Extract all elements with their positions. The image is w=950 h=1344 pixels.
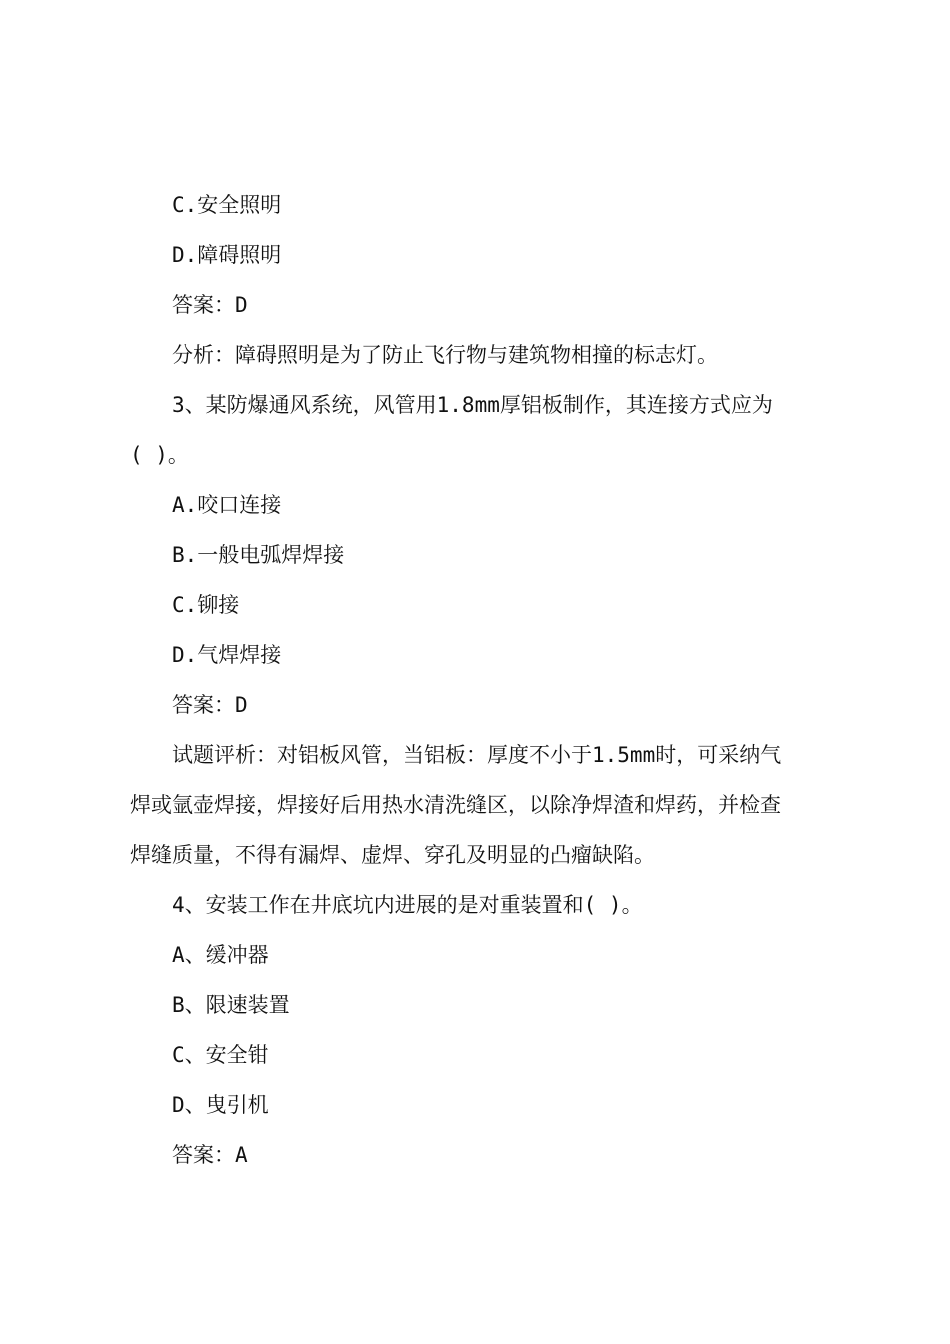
- analysis-q3-line3: 焊缝质量，不得有漏焊、虚焊、穿孔及明显的凸瘤缺陷。: [130, 843, 655, 867]
- option-a-q4: A、缓冲器: [172, 943, 269, 967]
- option-d-q4: D、曳引机: [172, 1093, 269, 1117]
- answer-q3: 答案：D: [172, 693, 248, 717]
- option-d-q3: D.气焊焊接: [172, 643, 282, 667]
- option-d-q2: D.障碍照明: [172, 243, 282, 267]
- option-c-q3: C.铆接: [172, 593, 240, 617]
- option-b-q3: B.一般电弧焊焊接: [172, 543, 345, 567]
- question-3-line2: ( )。: [130, 443, 189, 467]
- answer-q2: 答案：D: [172, 293, 248, 317]
- question-4: 4、安装工作在井底坑内进展的是对重装置和( )。: [172, 893, 643, 917]
- analysis-q3-line2: 焊或氩壶焊接，焊接好后用热水清洗缝区，以除净焊渣和焊药，并检查: [130, 793, 781, 817]
- analysis-q2: 分析：障碍照明是为了防止飞行物与建筑物相撞的标志灯。: [172, 343, 718, 367]
- answer-q4: 答案：A: [172, 1143, 248, 1167]
- option-a-q3: A.咬口连接: [172, 493, 282, 517]
- option-b-q4: B、限速装置: [172, 993, 290, 1017]
- question-3-line1: 3、某防爆通风系统，风管用1.8mm厚铝板制作，其连接方式应为: [172, 393, 773, 417]
- option-c-q2: C.安全照明: [172, 193, 282, 217]
- option-c-q4: C、安全钳: [172, 1043, 269, 1067]
- analysis-q3-line1: 试题评析：对铝板风管，当铝板：厚度不小于1.5mm时，可采纳气: [172, 743, 782, 767]
